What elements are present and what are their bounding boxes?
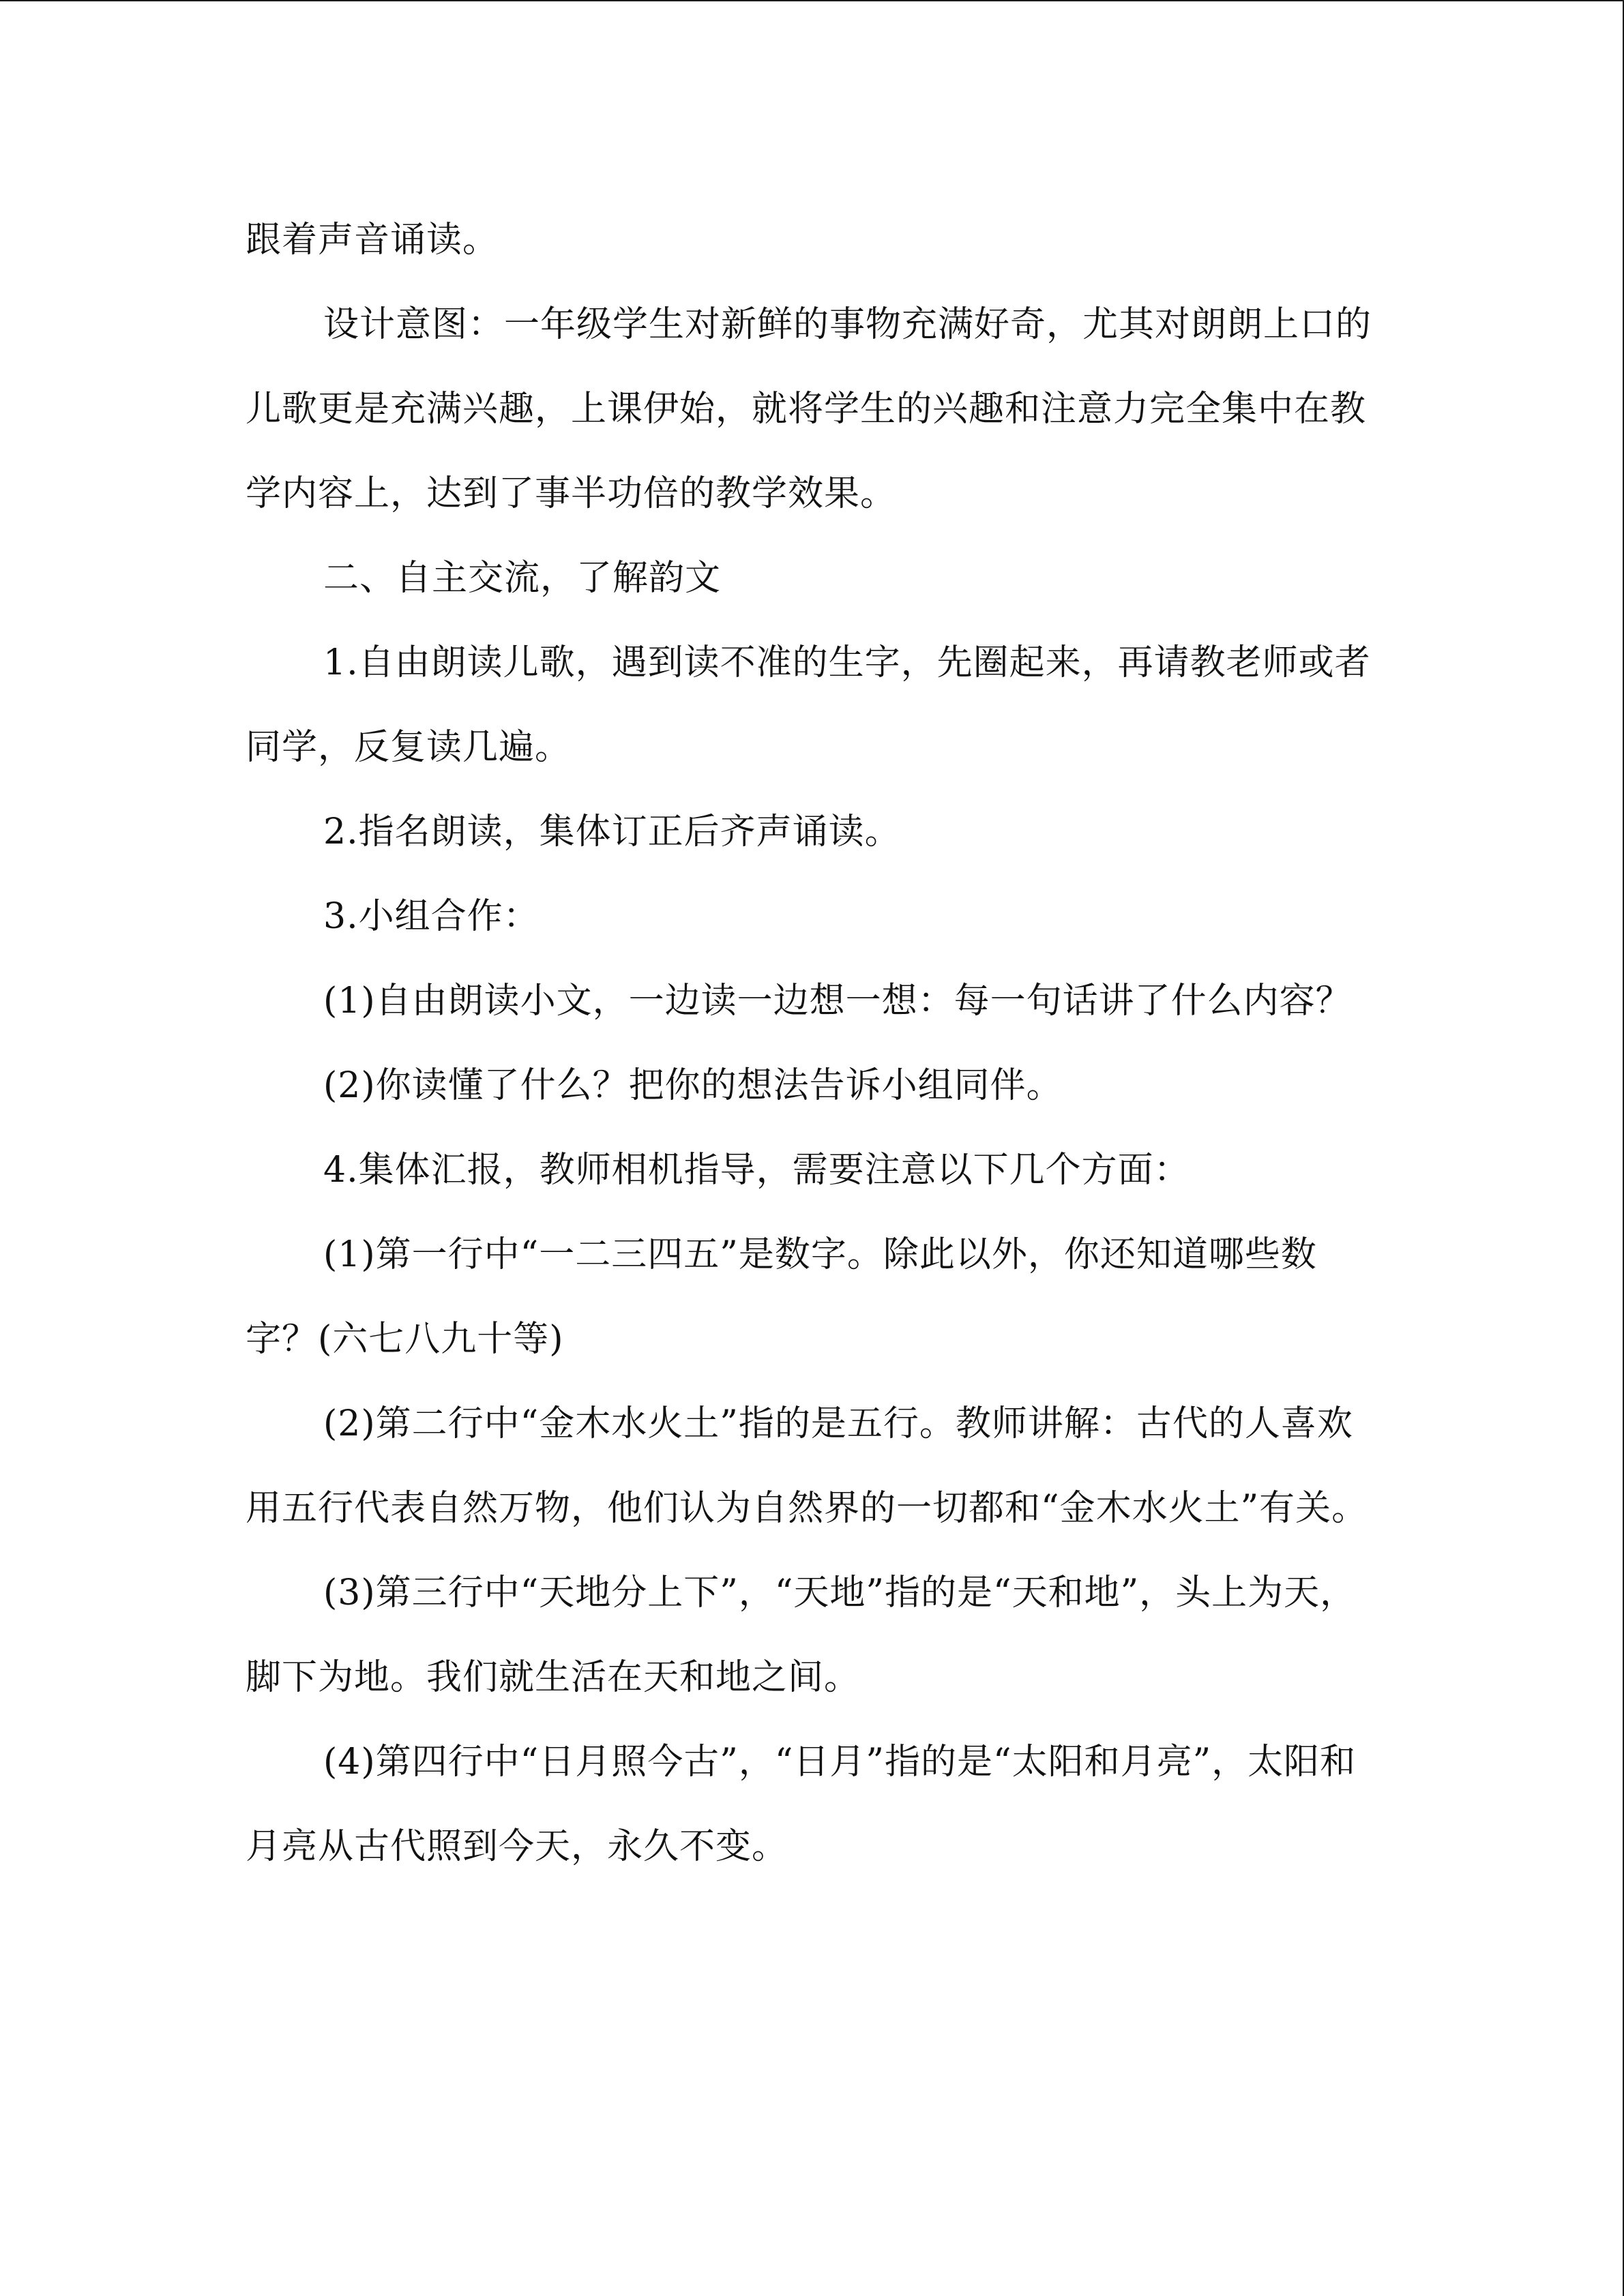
step-1: 1.自由朗读儿歌，遇到读不准的生字，先圈起来，再请教老师或者同学，反复读几遍。 <box>246 642 1371 768</box>
document-body <box>246 198 1378 1889</box>
paragraph-design-intent: 设计意图：一年级学生对新鲜的事物充满好奇，尤其对朗朗上口的儿歌更是充满兴趣，上课伊始，就将学生的兴趣和注意力完全集中在教学内容上，达到了事半功倍的教学效果。 <box>246 304 1372 514</box>
paragraph-1: 跟着声音诵读。 <box>246 220 499 260</box>
step-3: 3.小组合作： <box>323 896 540 937</box>
section-heading-2: 二、自主交流，了解韵文 <box>323 558 722 599</box>
step-4-sub-2: (2)第二行中“金木水火土”指的是五行。教师讲解：古代的人喜欢用五行代表自然万物，他们认为自然界的一切都和“金木水火土”有关。 <box>246 1403 1368 1529</box>
step-4-sub-1: (1)第一行中“一二三四五”是数字。除此以外，你还知道哪些数字？(六七八九十等) <box>246 1234 1317 1360</box>
step-2: 2.指名朗读，集体订正后齐声诵读。 <box>323 811 901 852</box>
step-4: 4.集体汇报，教师相机指导，需要注意以下几个方面： <box>323 1150 1190 1191</box>
step-3-sub-2: (2)你读懂了什么？把你的想法告诉小组同伴。 <box>323 1065 1063 1106</box>
step-4-sub-4: (4)第四行中“日月照今古”，“日月”指的是“太阳和月亮”，太阳和月亮从古代照到今天，永久不变。 <box>246 1742 1357 1867</box>
step-3-sub-1: (1)自由朗读小文，一边读一边想一想：每一句话讲了什么内容？ <box>323 981 1352 1022</box>
step-4-sub-3: (3)第三行中“天地分上下”，“天地”指的是“天和地”，头上为天，脚下为地。我们就生活在天和地之间。 <box>246 1572 1357 1698</box>
